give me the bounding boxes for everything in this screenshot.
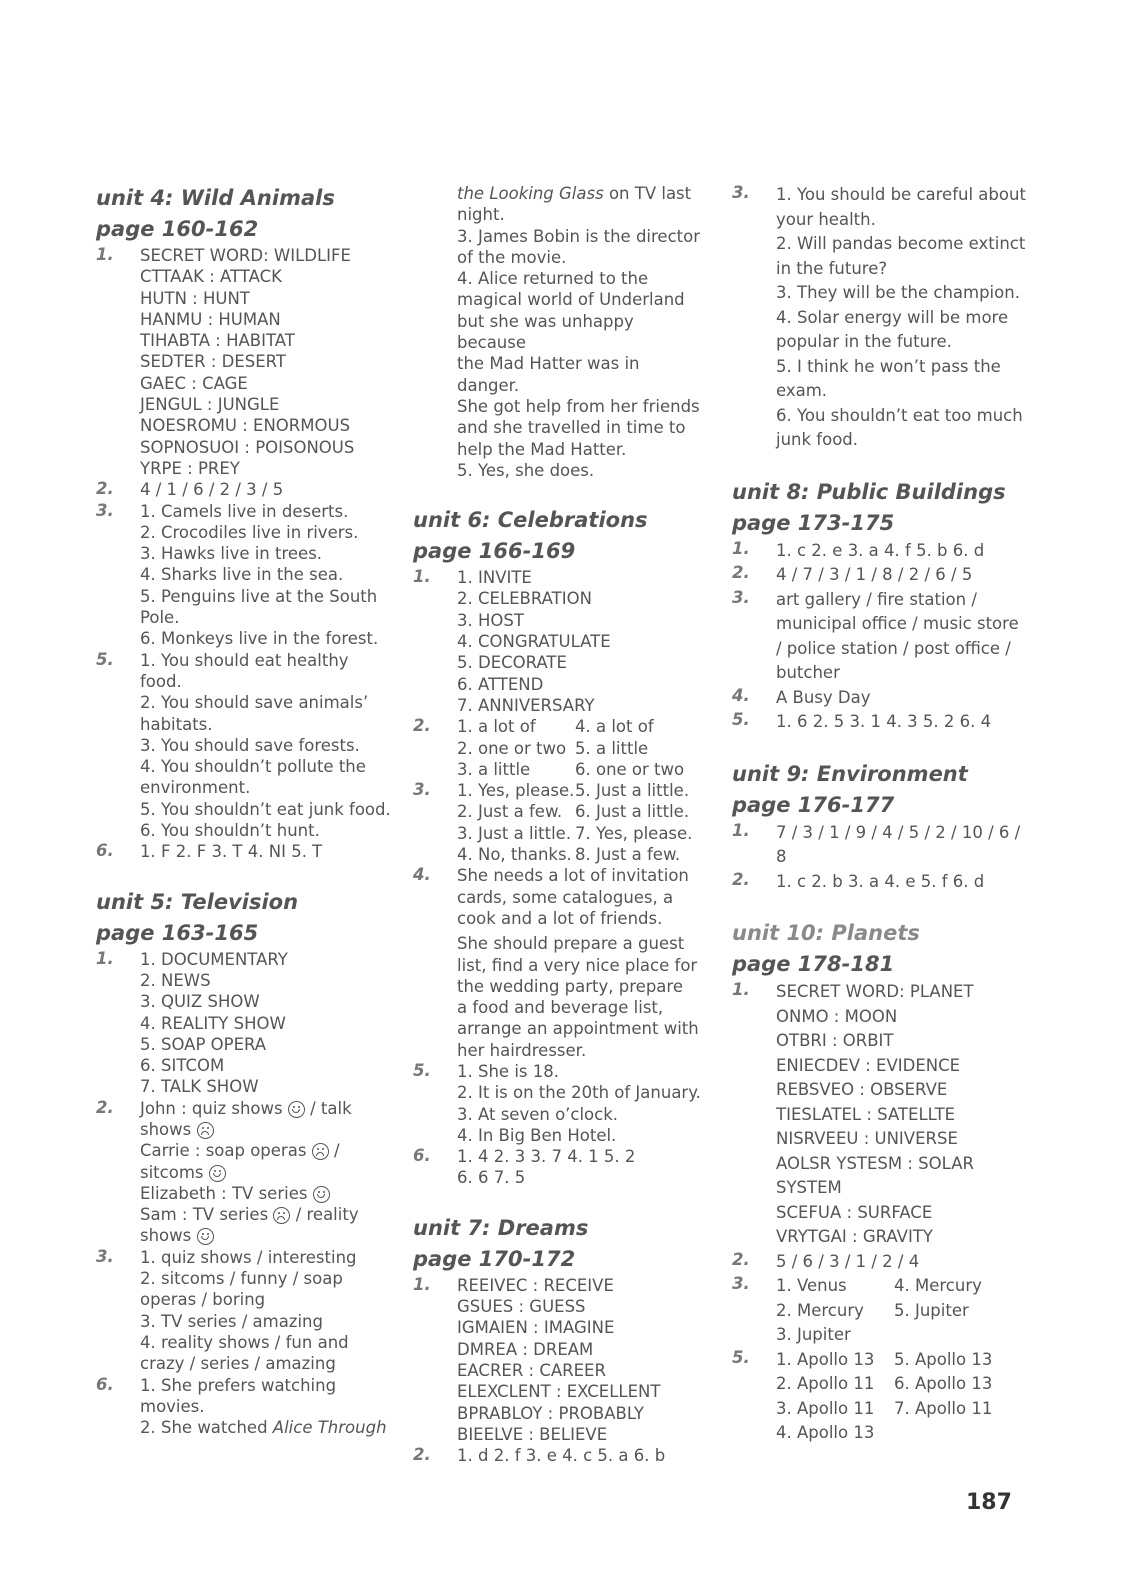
exercise-number: 2.: [413, 1445, 431, 1465]
answer-line: 6. You shouldn’t hunt.: [140, 821, 320, 841]
answer-text: 1. Venus: [776, 1276, 847, 1295]
exercise-number: 3.: [732, 183, 750, 202]
unit8-exercise-4: [732, 686, 1032, 711]
answer-line: 1. c 2. b 3. a 4. e 5. f 6. d: [776, 871, 985, 891]
answer-line: 1. You should be careful about: [776, 185, 1026, 204]
exercise-number: 4.: [413, 865, 431, 885]
answer-line: 6. You shouldn’t eat too much: [776, 405, 1023, 425]
exercise-number: 2.: [96, 479, 114, 499]
answer-text: on TV last: [603, 184, 692, 203]
answer-line: 3. James Bobin is the director: [457, 226, 701, 246]
exercise-number: 1.: [96, 948, 114, 968]
answer-line: HANMU : HUMAN: [140, 309, 281, 329]
answer-line: [140, 1162, 396, 1183]
answer-line: environment.: [140, 778, 251, 798]
answer-line: SEDTER : DESERT: [140, 352, 286, 372]
exercise-number: 5.: [732, 710, 750, 729]
answer-text: 6. Just a little.: [575, 802, 690, 822]
answer-line: [776, 1323, 1032, 1348]
answer-line: [457, 183, 705, 204]
answer-line: 3. HOST: [457, 610, 524, 630]
unit8-title: unit 8: Public Buildings: [732, 479, 1006, 504]
unit10-title: unit 10: Planets: [732, 921, 920, 945]
exercise-number: 6.: [96, 1374, 114, 1394]
answer-line: HUTN : HUNT: [140, 288, 250, 308]
answer-text: 5. Jupiter: [894, 1300, 969, 1320]
unit5-exercise-6: [96, 1375, 396, 1439]
answer-text: 6. one or two: [575, 759, 685, 779]
answer-line: [457, 780, 705, 801]
unit7-exercise-3: [732, 183, 1032, 453]
answer-line: DMREA : DREAM: [457, 1339, 594, 1359]
answer-text: 6. Apollo 13: [894, 1374, 993, 1393]
answer-text: 2. She watched: [140, 1418, 273, 1438]
answer-line: help the Mad Hatter.: [457, 439, 627, 459]
answer-line: her hairdresser.: [457, 1040, 587, 1060]
answer-line: She should prepare a guest: [457, 934, 685, 954]
answer-text: 2. Apollo 11: [776, 1374, 875, 1393]
exercise-number: 4.: [732, 685, 750, 705]
unit8-page-range: page 173-175: [732, 510, 895, 535]
answer-line: IGMAIEN : IMAGINE: [457, 1318, 615, 1338]
unit6-exercise-1: [413, 567, 705, 716]
answer-text: 1. Yes, please.: [457, 781, 575, 801]
answer-line: 1. You should eat healthy: [140, 650, 349, 670]
answer-text: 7. Yes, please.: [575, 823, 693, 843]
answer-line: She got help from her friends: [457, 396, 700, 416]
answer-text: John : quiz shows: [140, 1098, 283, 1118]
answer-text: Sam : TV series: [140, 1205, 269, 1225]
answer-line: [140, 1417, 396, 1438]
answer-line: 6. ATTEND: [457, 674, 544, 694]
exercise-number: 1.: [96, 245, 114, 264]
unit6-exercise-3: [413, 780, 705, 865]
answer-text: / talk: [310, 1098, 352, 1118]
answer-line: 5. You shouldn’t eat junk food.: [140, 799, 391, 819]
answer-text: Elizabeth : TV series: [140, 1183, 308, 1203]
answer-line: 5. SOAP OPERA: [140, 1034, 267, 1054]
unit9-page-range: page 176-177: [732, 792, 895, 817]
answer-text: 4. a lot of: [575, 717, 654, 737]
unit9-title: unit 9: Environment: [732, 761, 968, 786]
answer-line: VRYTGAI : GRAVITY: [776, 1227, 933, 1246]
answer-line: municipal office / music store: [776, 614, 1019, 633]
answer-line: 3. They will be the champion.: [776, 283, 1020, 302]
answer-line: TIHABTA : HABITAT: [140, 331, 295, 351]
answer-text: sitcoms: [140, 1162, 204, 1182]
answer-line: ENIECDEV : EVIDENCE: [776, 1055, 961, 1075]
exercise-number: 3.: [96, 500, 114, 520]
answer-text: 3. Jupiter: [776, 1325, 851, 1344]
exercise-number: 6.: [96, 841, 114, 861]
answer-line: 4. reality shows / fun and: [140, 1332, 349, 1352]
answer-line: 1. quiz shows / interesting: [140, 1247, 357, 1267]
answer-line: [776, 1372, 1032, 1397]
answer-line: EACRER : CAREER: [457, 1360, 606, 1380]
answer-line: OTBRI : ORBIT: [776, 1031, 894, 1050]
answer-line: 6. 6 7. 5: [457, 1168, 526, 1188]
answer-text: 5. Just a little.: [575, 781, 690, 801]
answer-line: 3. At seven o’clock.: [457, 1104, 619, 1124]
unit6-page-range: page 166-169: [413, 539, 576, 564]
unit6-exercise-5: [413, 1061, 705, 1146]
exercise-number: 5.: [96, 649, 114, 669]
answer-text: 2. one or two: [457, 738, 567, 758]
answer-line: TIESLATEL : SATELLTE: [776, 1104, 956, 1124]
answer-line: REEIVEC : RECEIVE: [457, 1275, 614, 1295]
answer-line: ONMO : MOON: [776, 1006, 898, 1026]
smiley-sad-icon: [273, 1207, 290, 1224]
answer-line: 5 / 6 / 3 / 1 / 2 / 4: [776, 1251, 920, 1271]
unit7-title: unit 7: Dreams: [413, 1215, 589, 1240]
exercise-number: 5.: [732, 1347, 750, 1367]
exercise-number: 2.: [732, 1249, 750, 1269]
answer-line: REBSVEO : OBSERVE: [776, 1080, 948, 1099]
answer-line: [457, 823, 705, 844]
answer-line: 1. She is 18.: [457, 1061, 559, 1081]
answer-line: 3. Hawks live in trees.: [140, 544, 323, 564]
unit8-exercise-5: [732, 710, 1032, 735]
column-2: [413, 183, 705, 1466]
unit10-exercise-2: [732, 1250, 1032, 1275]
answer-line: in the future?: [776, 258, 888, 278]
answer-text: 8. Just a few.: [575, 845, 681, 865]
answer-line: 5. Penguins live at the South: [140, 586, 378, 606]
unit4-title: unit 4: Wild Animals: [96, 186, 335, 210]
exercise-number: 3.: [732, 1274, 750, 1293]
answer-text: 2. Mercury: [776, 1300, 864, 1320]
answer-line: [140, 1140, 396, 1161]
smiley-happy-icon: [288, 1101, 305, 1118]
exercise-number: 3.: [732, 587, 750, 607]
answer-line: arrange an appointment with: [457, 1019, 699, 1039]
unit4-exercise-2: [96, 479, 396, 500]
answer-line: CTTAAK : ATTACK: [140, 267, 282, 287]
answer-line: [140, 1119, 396, 1140]
answer-line: 2. You should save animals’: [140, 693, 369, 713]
answer-text: 4. No, thanks.: [457, 845, 572, 865]
answer-line: 1. 6 2. 5 3. 1 4. 3 5. 2 6. 4: [776, 712, 992, 731]
answer-line: [776, 1299, 1032, 1324]
answer-line: of the movie.: [457, 247, 567, 267]
unit10-exercise-5: [732, 1348, 1032, 1446]
unit6-exercise-6: [413, 1146, 705, 1189]
answer-line: butcher: [776, 663, 840, 682]
exercise-number: 1.: [413, 1274, 431, 1294]
answer-line: 3. QUIZ SHOW: [140, 992, 260, 1012]
answer-text: 7. Apollo 11: [894, 1398, 993, 1418]
answer-line: 4. REALITY SHOW: [140, 1013, 286, 1033]
answer-line: [140, 1183, 396, 1204]
unit6-exercise-2: [413, 716, 705, 780]
answer-text: 1. Apollo 13: [776, 1349, 875, 1369]
answer-text: 1. a lot of: [457, 717, 536, 737]
unit5-exercise-1: [96, 949, 396, 1098]
answer-line: [776, 1274, 1032, 1299]
answer-text: 4. Mercury: [894, 1276, 982, 1295]
answer-line: magical world of Underland: [457, 290, 685, 310]
answer-line: 1. d 2. f 3. e 4. c 5. a 6. b: [457, 1446, 666, 1466]
answer-line: [457, 738, 705, 759]
page-number: 187: [966, 1490, 1012, 1515]
answer-line: your health.: [776, 209, 876, 229]
answer-line: [140, 1098, 396, 1119]
answer-line: a food and beverage list,: [457, 998, 664, 1018]
exercise-number: 1.: [413, 567, 431, 587]
answer-line: 4. Alice returned to the: [457, 269, 649, 289]
answer-line: / police station / post office /: [776, 638, 1011, 658]
answer-text: shows: [140, 1226, 192, 1246]
unit7-page-range: page 170-172: [413, 1246, 576, 1271]
answer-line: 2. Crocodiles live in rivers.: [140, 522, 359, 542]
answer-line: JENGUL : JUNGLE: [140, 395, 280, 415]
exercise-number: 1.: [732, 538, 750, 558]
answer-line: [457, 801, 705, 822]
answer-text: / reality: [295, 1205, 359, 1225]
unit6-exercise-4: [413, 865, 705, 1061]
smiley-happy-icon: [313, 1186, 330, 1203]
answer-line: NOESROMU : ENORMOUS: [140, 416, 351, 436]
answer-line: 5. Yes, she does.: [457, 460, 595, 480]
answer-line: art gallery / fire station /: [776, 589, 977, 609]
answer-line: SYSTEM: [776, 1178, 842, 1197]
answer-line: movies.: [140, 1396, 205, 1416]
answer-line: 2. CELEBRATION: [457, 589, 592, 609]
answer-line: GSUES : GUESS: [457, 1297, 586, 1317]
answer-line: night.: [457, 205, 505, 225]
answer-line: 4 / 7 / 3 / 1 / 8 / 2 / 6 / 5: [776, 565, 973, 584]
movie-title: the Looking Glass: [457, 184, 604, 203]
answer-line: A Busy Day: [776, 687, 871, 707]
exercise-number: 3.: [413, 780, 431, 800]
answer-line: 6. Monkeys live in the forest.: [140, 629, 379, 649]
exercise-number: 3.: [96, 1246, 114, 1266]
answer-line: 4. In Big Ben Hotel.: [457, 1125, 617, 1145]
answer-line: 4. You shouldn’t pollute the: [140, 757, 366, 777]
column-1: [96, 183, 396, 1438]
answer-line: 3. TV series / amazing: [140, 1311, 323, 1331]
answer-line: 2. Will pandas become extinct: [776, 234, 1026, 253]
answer-line: 4. CONGRATULATE: [457, 632, 611, 652]
answer-line: the wedding party, prepare: [457, 976, 683, 996]
unit5-page-range: page 163-165: [96, 920, 259, 945]
exercise-number: 2.: [732, 563, 750, 582]
smiley-happy-icon: [209, 1165, 226, 1182]
answer-line: 7. TALK SHOW: [140, 1077, 259, 1097]
unit5-exercise-2: [96, 1098, 396, 1247]
answer-line: 1. 4 2. 3 3. 7 4. 1 5. 2: [457, 1147, 636, 1167]
answer-line: SCEFUA : SURFACE: [776, 1202, 933, 1222]
answer-line: but she was unhappy because: [457, 311, 634, 353]
answer-text: 3. Apollo 11: [776, 1398, 875, 1418]
answer-line: 4. Sharks live in the sea.: [140, 565, 344, 585]
unit8-exercise-2: [732, 563, 1032, 588]
answer-line: SECRET WORD: WILDLIFE: [140, 246, 351, 265]
unit4-exercise-5: [96, 650, 396, 842]
answer-line: BPRABLOY : PROBABLY: [457, 1403, 644, 1423]
answer-line: cards, some catalogues, a: [457, 887, 674, 907]
answer-text: shows: [140, 1119, 192, 1139]
unit5-title: unit 5: Television: [96, 889, 299, 914]
unit4-exercise-1: [96, 245, 396, 479]
unit7-exercise-2: [413, 1445, 705, 1466]
unit6-title: unit 6: Celebrations: [413, 508, 648, 533]
answer-line: exam.: [776, 381, 828, 400]
exercise-number: 2.: [413, 716, 431, 736]
answer-text: 5. a little: [575, 738, 649, 758]
exercise-number: 5.: [413, 1060, 431, 1080]
answer-line: BIEELVE : BELIEVE: [457, 1424, 608, 1444]
unit5-exercise-6-continued: [413, 183, 705, 481]
answer-line: 3. You should save forests.: [140, 735, 360, 755]
exercise-number: 1.: [732, 820, 750, 840]
answer-text: /: [333, 1141, 340, 1161]
unit9-exercise-1: [732, 821, 1032, 870]
answer-line: 1. INVITE: [457, 568, 532, 588]
smiley-sad-icon: [312, 1143, 329, 1160]
exercise-number: 2.: [732, 869, 750, 889]
answer-line: 6. SITCOM: [140, 1056, 225, 1076]
answer-line: 2. It is on the 20th of January.: [457, 1083, 701, 1103]
answer-text: 5. Apollo 13: [894, 1349, 993, 1369]
answer-line: SOPNOSUOI : POISONOUS: [140, 437, 355, 457]
answer-line: [140, 1225, 396, 1246]
exercise-number: 1.: [732, 980, 750, 999]
unit4-exercise-3: [96, 501, 396, 650]
answer-line: GAEC : CAGE: [140, 373, 248, 393]
answer-line: [457, 759, 705, 780]
smiley-happy-icon: [197, 1228, 214, 1245]
answer-line: [140, 1204, 396, 1225]
unit10-exercise-3: [732, 1274, 1032, 1348]
column-3: [732, 183, 1032, 1446]
answer-line: and she travelled in time to: [457, 418, 686, 438]
movie-title: Alice Through: [272, 1418, 387, 1438]
answer-text: 2. Just a few.: [457, 802, 563, 822]
unit9-exercise-2: [732, 870, 1032, 895]
answer-line: 2. sitcoms / funny / soap: [140, 1269, 343, 1289]
answer-line: [457, 844, 705, 865]
answer-line: 5. DECORATE: [457, 653, 567, 673]
answer-text: 3. Just a little.: [457, 823, 572, 843]
answer-line: operas / boring: [140, 1290, 266, 1310]
answer-line: 1. DOCUMENTARY: [140, 949, 288, 969]
answer-line: 1. F 2. F 3. T 4. NI 5. T: [140, 842, 323, 862]
answer-line: ELEXCLENT : EXCELLENT: [457, 1382, 661, 1402]
answer-line: SECRET WORD: PLANET: [776, 982, 974, 1001]
answer-line: 4. Solar energy will be more: [776, 307, 1009, 327]
answer-line: junk food.: [776, 430, 859, 449]
answer-line: 1. She prefers watching: [140, 1375, 337, 1395]
unit7-exercise-1: [413, 1275, 705, 1445]
answer-line: [776, 1421, 1032, 1446]
unit5-exercise-3: [96, 1247, 396, 1375]
answer-line: habitats.: [140, 714, 213, 734]
answer-line: 1. c 2. e 3. a 4. f 5. b 6. d: [776, 540, 985, 560]
answer-line: 7. ANNIVERSARY: [457, 695, 595, 715]
exercise-number: 6.: [413, 1146, 431, 1166]
answer-text: 3. a little: [457, 759, 531, 779]
answer-text: Carrie : soap operas: [140, 1141, 307, 1161]
unit8-exercise-1: [732, 539, 1032, 564]
answer-text: 4. Apollo 13: [776, 1423, 875, 1442]
unit4-exercise-6: [96, 841, 396, 862]
answer-line: food.: [140, 671, 182, 691]
answer-line: 5. I think he won’t pass the: [776, 356, 1001, 376]
answer-line: [457, 716, 705, 737]
answer-line: She needs a lot of invitation: [457, 866, 689, 886]
smiley-sad-icon: [197, 1122, 214, 1139]
answer-line: the Mad Hatter was in danger.: [457, 354, 640, 395]
unit4-page-range: page 160-162: [96, 217, 259, 241]
answer-line: 4 / 1 / 6 / 2 / 3 / 5: [140, 480, 284, 500]
unit8-exercise-3: [732, 588, 1032, 686]
answer-line: list, find a very nice place for: [457, 955, 698, 975]
answer-line: Pole.: [140, 608, 180, 628]
unit10-page-range: page 178-181: [732, 952, 895, 976]
answer-line: cook and a lot of friends.: [457, 908, 663, 928]
answer-line: 2. NEWS: [140, 970, 211, 990]
answer-line: [776, 1348, 1032, 1373]
answer-line: crazy / series / amazing: [140, 1354, 336, 1374]
answer-line: 1. Camels live in deserts.: [140, 501, 349, 521]
answer-line: NISRVEEU : UNIVERSE: [776, 1129, 958, 1148]
answer-line: AOLSR YSTESM : SOLAR: [776, 1153, 974, 1173]
answer-line: popular in the future.: [776, 332, 952, 351]
answer-line: 7 / 3 / 1 / 9 / 4 / 5 / 2 / 10 / 6 / 8: [776, 822, 1021, 866]
unit10-exercise-1: [732, 980, 1032, 1250]
answer-line: YRPE : PREY: [140, 458, 240, 478]
answer-line: [776, 1397, 1032, 1422]
exercise-number: 2.: [96, 1097, 114, 1117]
